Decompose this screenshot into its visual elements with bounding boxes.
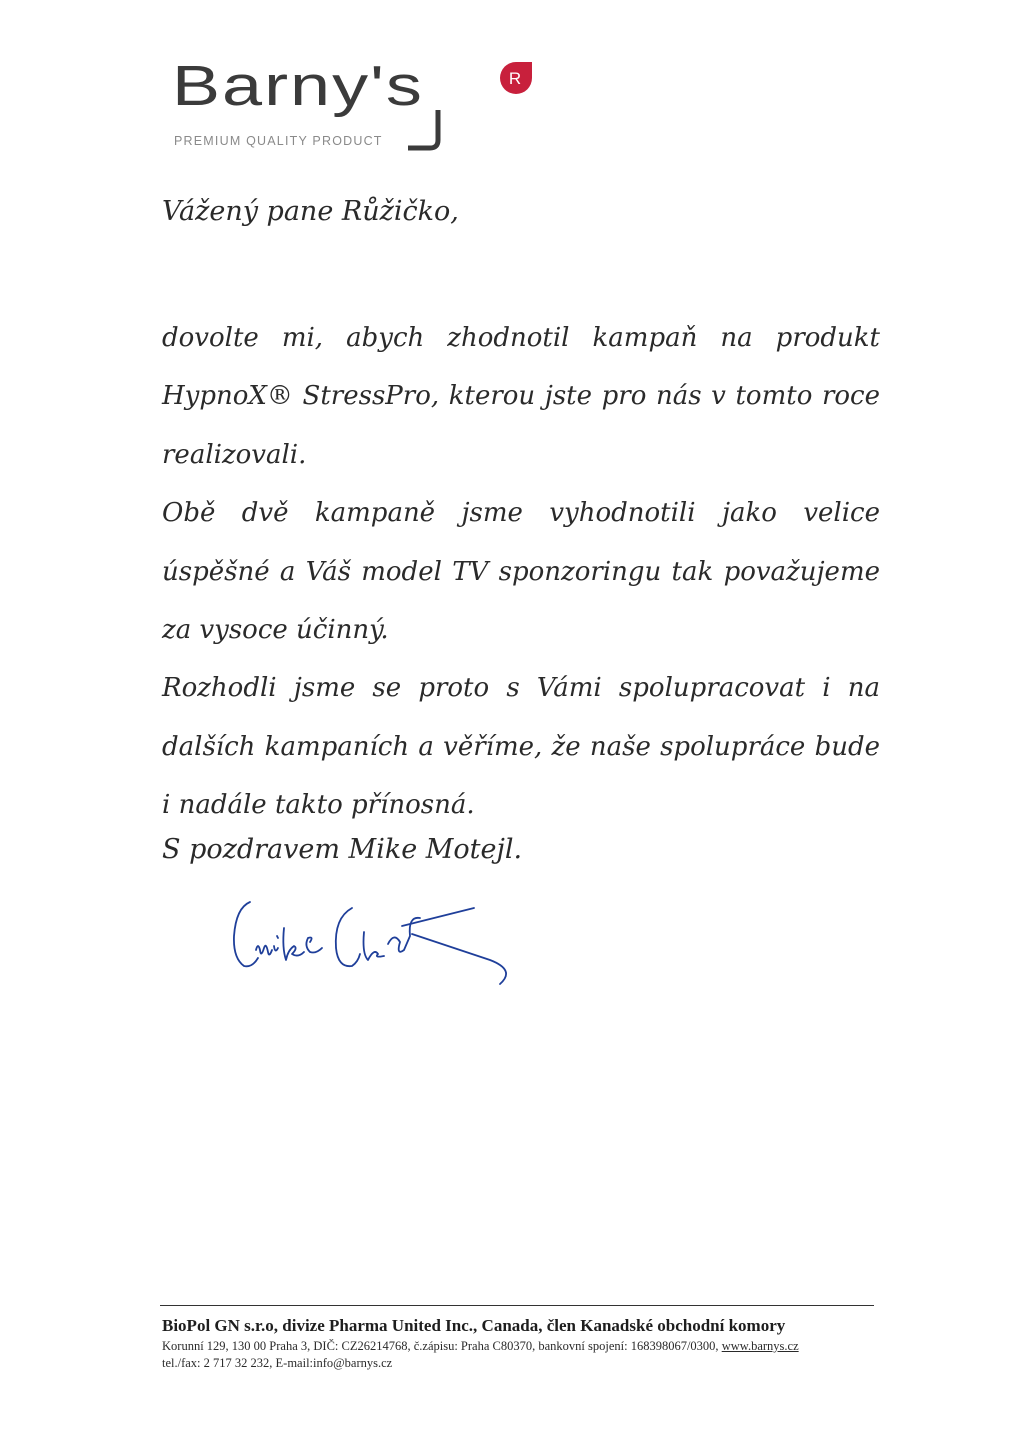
company-logo [172,54,552,168]
footer-website-link[interactable]: www.barnys.cz [721,1339,799,1353]
registered-mark-icon [498,60,534,96]
footer-divider [160,1305,874,1306]
registered-mark-letter: R [508,69,522,88]
letter-paragraph: Obě dvě kampaně jsme vyhodnotili jako velice úspěšné a Váš model TV sponzoringu tak považujeme za vysoce účinný. [162,498,880,646]
letter-closing: S pozdravem Mike Motejl. [162,834,523,865]
footer-contact: tel./fax: 2 717 32 232, E-mail:info@barnys.cz [162,1356,393,1370]
logo-underline-hook [408,108,448,152]
logo-wordmark: Barny's [172,54,424,118]
footer-company-name: BioPol GN s.r.o, divize Pharma United Inc., Canada, člen Kanadské obchodní komory [162,1316,786,1335]
letter-salutation: Vážený pane Růžičko, [162,196,459,227]
letter-paragraph: Rozhodli jsme se proto s Vámi spolupracovat i na dalších kampaních a věříme, že naše spolupráce bude i nadále takto přínosná. [162,673,880,821]
footer-address-text: Korunní 129, 130 00 Praha 3, DIČ: CZ26214768, č.zápisu: Praha C80370, bankovní spojení: 168398067/0300, [162,1339,719,1353]
logo-tagline: PREMIUM QUALITY PRODUCT [174,134,383,148]
letter-body [162,309,880,835]
handwritten-signature [224,888,524,998]
letter-paragraph: dovolte mi, abych zhodnotil kampaň na produkt HypnoX® StressPro, kterou jste pro nás v tomto roce realizovali. [162,323,880,470]
footer-address [162,1339,799,1354]
